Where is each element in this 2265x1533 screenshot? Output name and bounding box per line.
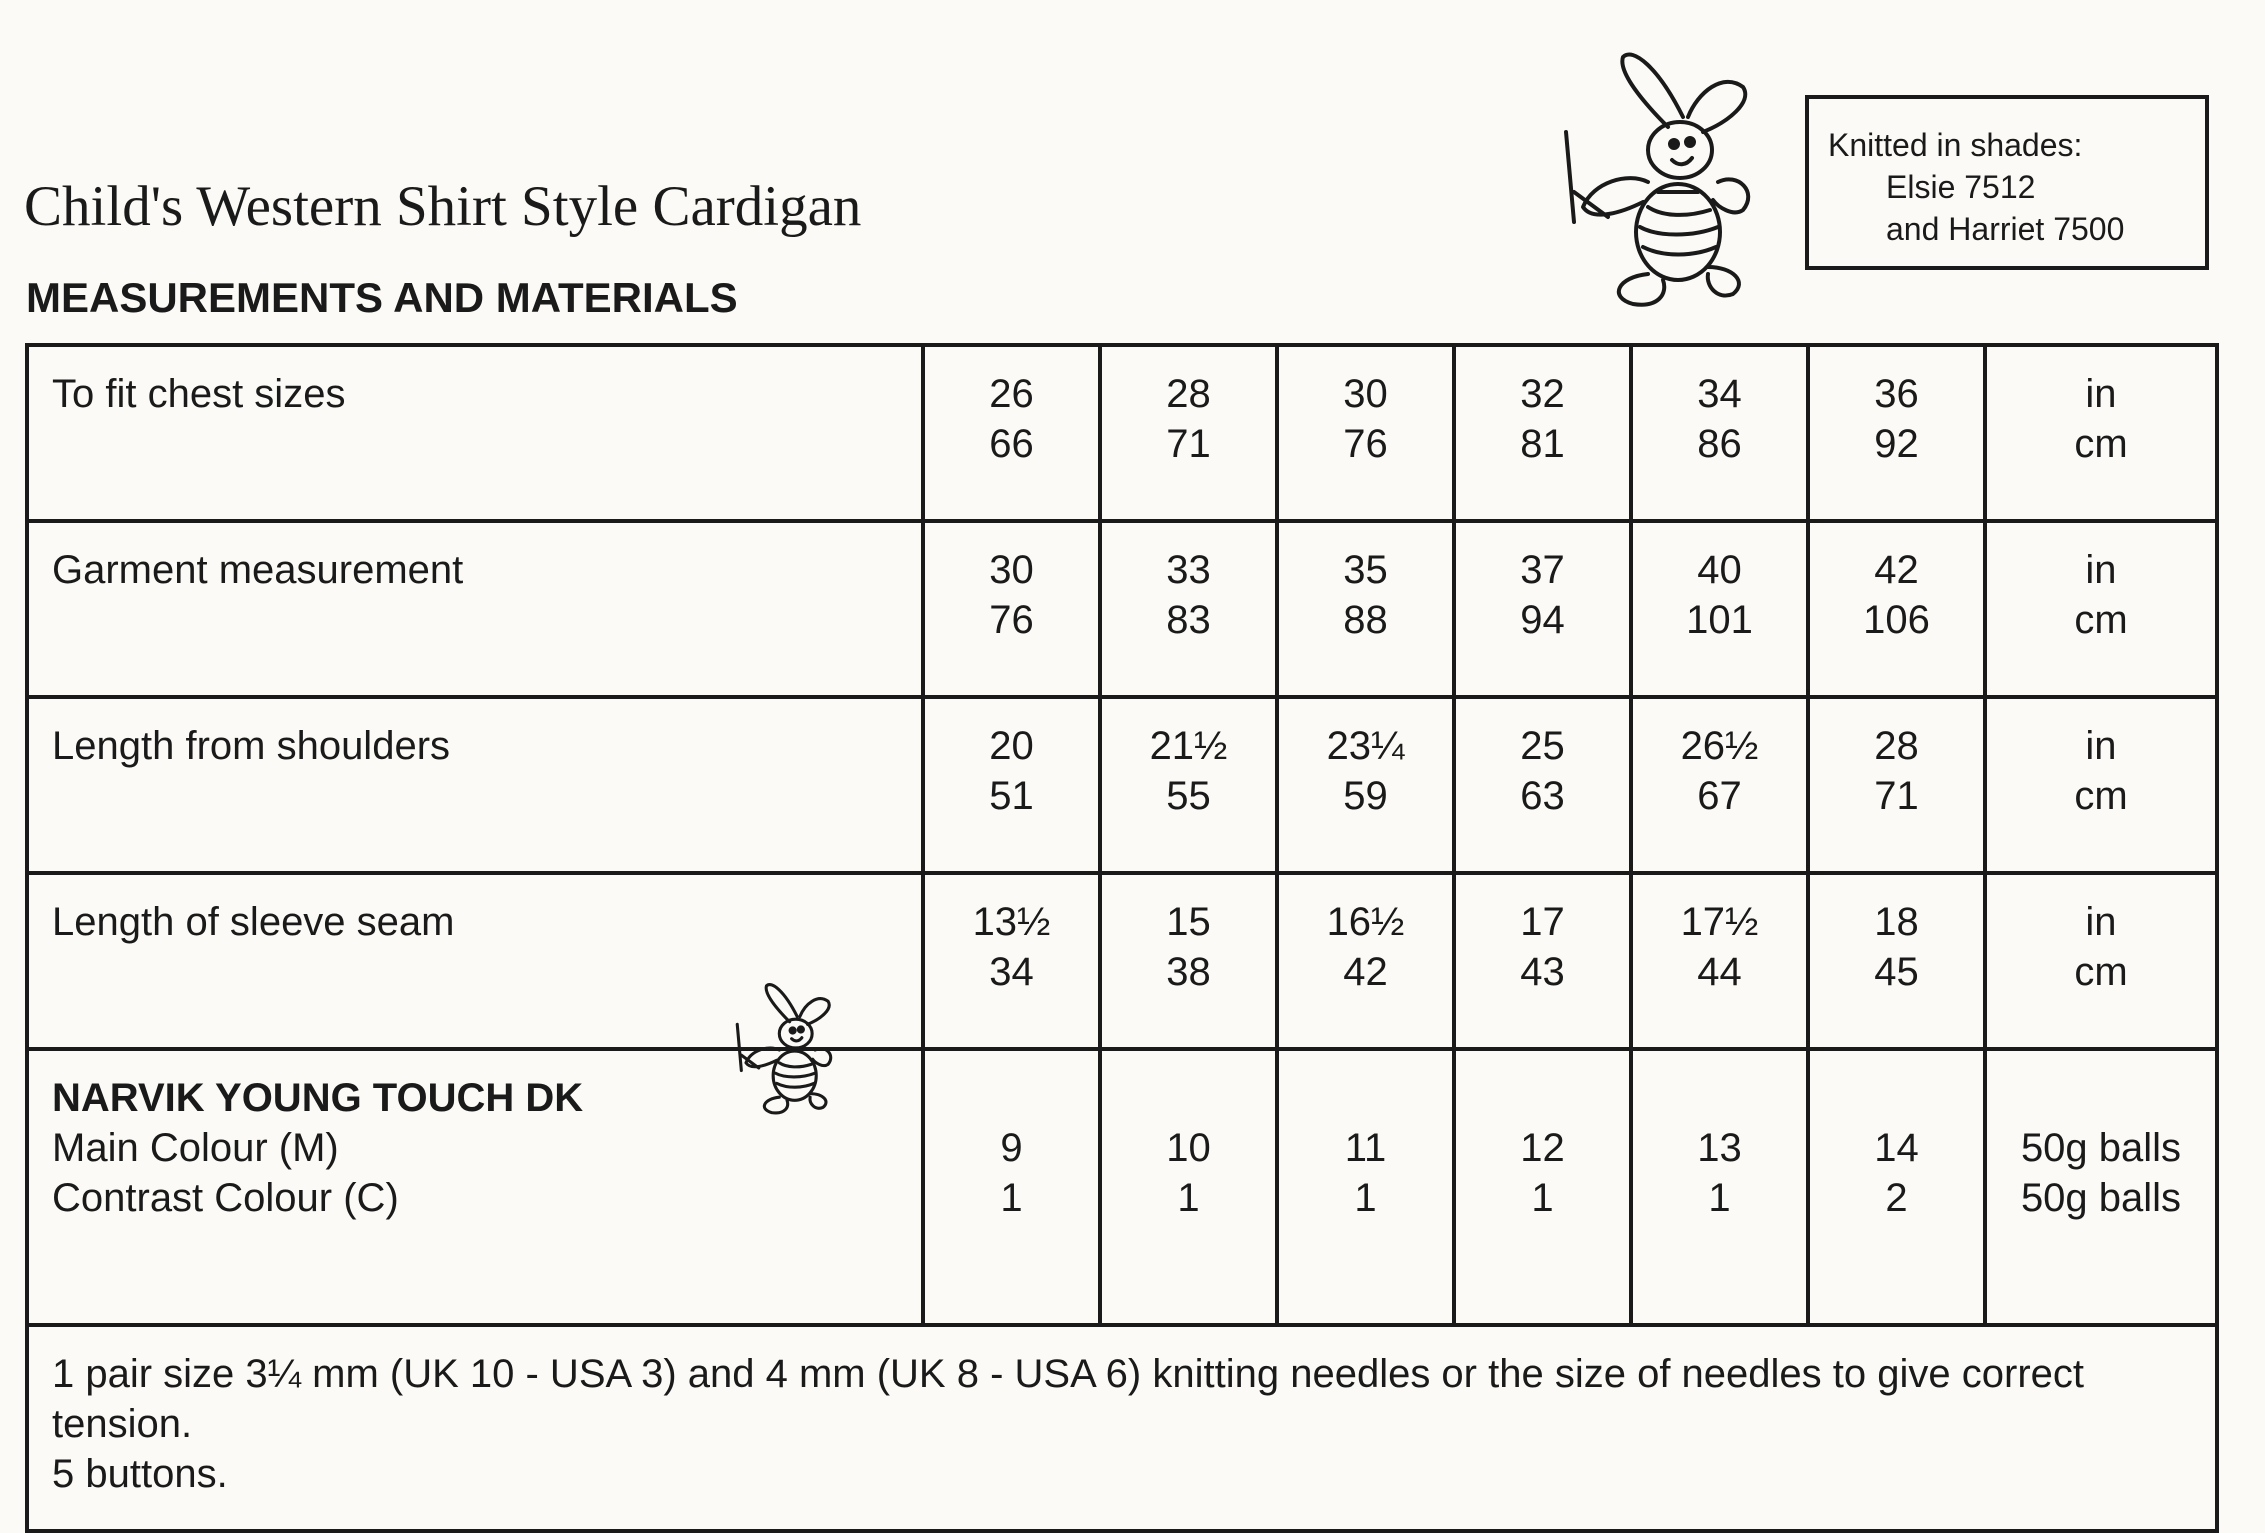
yarn-name: NARVIK YOUNG TOUCH DK: [52, 1076, 584, 1120]
size-cell: 28 71: [1100, 345, 1277, 521]
size-cell: 32 81: [1454, 345, 1631, 521]
size-cell: 36 92: [1808, 345, 1985, 521]
size-cell: 23¼ 59: [1277, 697, 1454, 873]
rabbit-knitting-illustration: [1548, 42, 1778, 322]
contrast-colour-label: Contrast Colour (C): [52, 1176, 399, 1220]
size-cell: 40 101: [1631, 521, 1808, 697]
shade-harriet: and Harriet 7500: [1886, 211, 2125, 247]
size-cell: 26½ 67: [1631, 697, 1808, 873]
size-cell: 21½ 55: [1100, 697, 1277, 873]
size-cell: 13½ 34: [923, 873, 1100, 1049]
size-cell: 30 76: [1277, 345, 1454, 521]
needles-note: 1 pair size 3¼ mm (UK 10 - USA 3) and 4 mm (UK 8 - USA 6) knitting needles or the size of needles to give correct: [52, 1352, 2084, 1396]
yarn-row: [27, 1049, 2217, 1325]
shades-info-box: [1805, 95, 2209, 270]
table-row: [27, 873, 2217, 1049]
rabbit-small-illustration: [728, 965, 846, 1135]
table-row: [27, 697, 2217, 873]
yarn-cell: 12 1: [1454, 1049, 1631, 1325]
notes-row: [27, 1325, 2217, 1531]
row-label: Garment measurement: [27, 521, 923, 697]
size-cell: 16½ 42: [1277, 873, 1454, 1049]
row-label: Length of sleeve seam: [27, 873, 923, 1049]
page-title: Child's Western Shirt Style Cardigan: [24, 175, 862, 238]
yarn-cell: 11 1: [1277, 1049, 1454, 1325]
yarn-unit-cell: 50g balls 50g balls: [1985, 1049, 2217, 1325]
shades-heading: Knitted in shades:: [1828, 127, 2083, 163]
unit-cell: in cm: [1985, 697, 2217, 873]
needles-note-cont: tension.: [52, 1402, 193, 1446]
row-label: To fit chest sizes: [27, 345, 923, 521]
size-cell: 28 71: [1808, 697, 1985, 873]
section-heading: MEASUREMENTS AND MATERIALS: [26, 274, 738, 321]
yarn-cell: 9 1: [923, 1049, 1100, 1325]
yarn-cell: 13 1: [1631, 1049, 1808, 1325]
measurements-table: [25, 343, 2219, 1533]
unit-cell: in cm: [1985, 345, 2217, 521]
unit-cell: in cm: [1985, 521, 2217, 697]
main-colour-label: Main Colour (M): [52, 1126, 339, 1170]
size-cell: 37 94: [1454, 521, 1631, 697]
yarn-cell: 14 2: [1808, 1049, 1985, 1325]
size-cell: 18 45: [1808, 873, 1985, 1049]
size-cell: 42 106: [1808, 521, 1985, 697]
size-cell: 15 38: [1100, 873, 1277, 1049]
buttons-note: 5 buttons.: [52, 1452, 228, 1496]
size-cell: 17½ 44: [1631, 873, 1808, 1049]
shade-elsie: Elsie 7512: [1886, 169, 2036, 205]
size-cell: 33 83: [1100, 521, 1277, 697]
table-row: [27, 521, 2217, 697]
size-cell: 26 66: [923, 345, 1100, 521]
size-cell: 20 51: [923, 697, 1100, 873]
table-row: [27, 345, 2217, 521]
size-cell: 25 63: [1454, 697, 1631, 873]
size-cell: 34 86: [1631, 345, 1808, 521]
size-cell: 17 43: [1454, 873, 1631, 1049]
size-cell: 35 88: [1277, 521, 1454, 697]
size-cell: 30 76: [923, 521, 1100, 697]
row-label: Length from shoulders: [27, 697, 923, 873]
unit-cell: in cm: [1985, 873, 2217, 1049]
notes-cell: [27, 1325, 2217, 1531]
yarn-cell: 10 1: [1100, 1049, 1277, 1325]
